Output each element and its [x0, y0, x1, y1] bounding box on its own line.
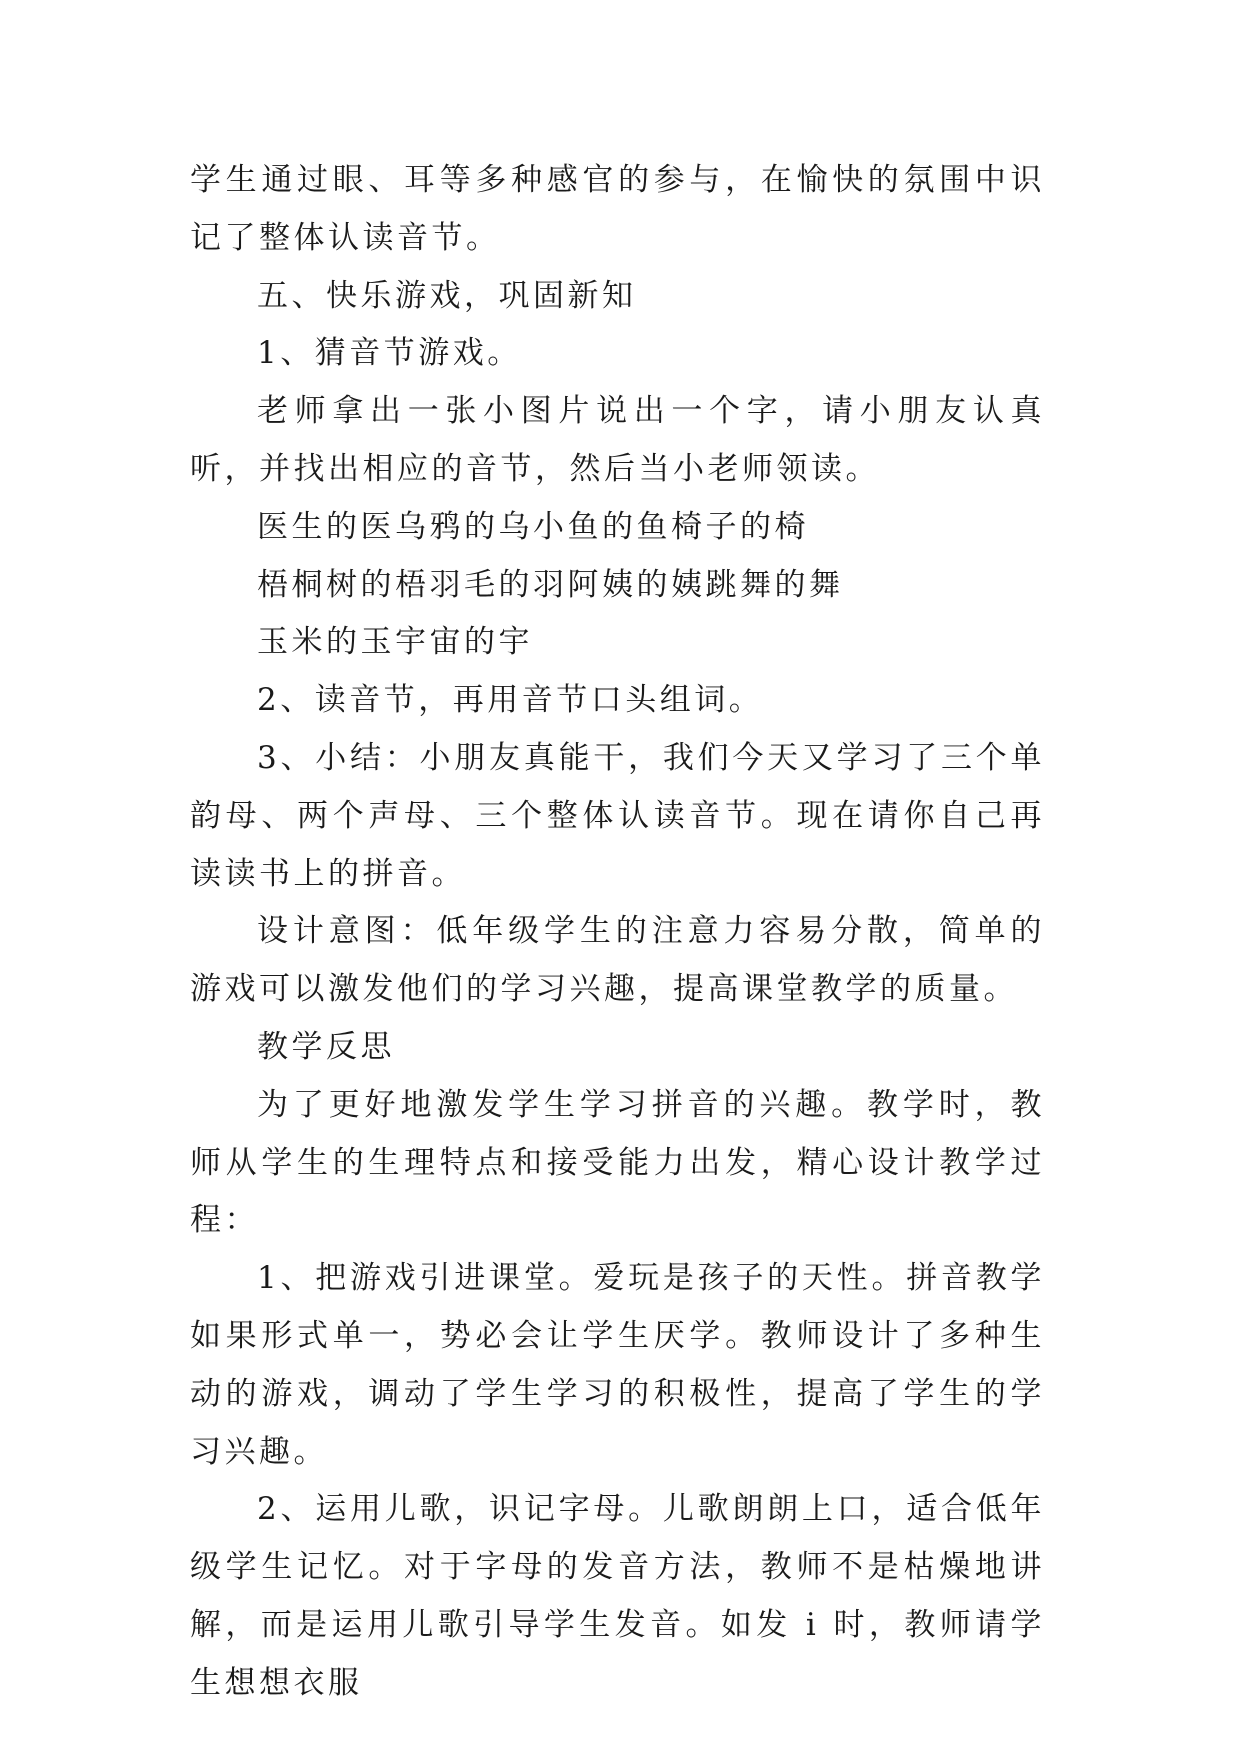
list-item-guess-syllable: 1、猜音节游戏。 — [257, 335, 522, 372]
paragraph-teacher-instruction: 老师拿出一张小图片说出一个字，请小朋友认真听，并找出相应的音节，然后当小老师领读。 — [190, 393, 1045, 487]
paragraph-continuation: 学生通过眼、耳等多种感官的参与，在愉快的氛围中识记了整体认读音节。 — [190, 162, 1045, 256]
section-heading-games: 五、快乐游戏，巩固新知 — [257, 277, 637, 314]
word-line-2: 梧桐树的梧羽毛的羽阿姨的姨跳舞的舞 — [257, 566, 844, 603]
word-line-1: 医生的医乌鸦的乌小鱼的鱼椅子的椅 — [257, 508, 809, 545]
list-item-games-in-class: 1、把游戏引进课堂。爱玩是孩子的天性。拼音教学如果形式单一，势必会让学生厌学。教师设计了多种生动的游戏，调动了学生学习的积极性，提高了学生的学习兴趣。 — [190, 1260, 1045, 1470]
list-item-nursery-rhymes: 2、运用儿歌，识记字母。儿歌朗朗上口，适合低年级学生记忆。对于字母的发音方法，教师不是枯燥地讲解，而是运用儿歌引导学生发音。如发 i 时，教师请学生想想衣服 — [190, 1491, 1045, 1701]
paragraph-design-intent: 设计意图：低年级学生的注意力容易分散，简单的游戏可以激发他们的学习兴趣，提高课堂教学的质量。 — [190, 913, 1045, 1008]
list-item-read-syllables: 2、读音节，再用音节口头组词。 — [257, 682, 764, 719]
list-item-summary: 3、小结：小朋友真能干，我们今天又学习了三个单韵母、两个声母、三个整体认读音节。现在请你自己再读读书上的拼音。 — [190, 739, 1045, 892]
word-line-3: 玉米的玉宇宙的宇 — [257, 624, 533, 661]
paragraph-reflection-intro: 为了更好地激发学生学习拼音的兴趣。教学时，教师从学生的生理特点和接受能力出发，精心设计教学过程： — [190, 1086, 1045, 1239]
section-heading-reflection: 教学反思 — [257, 1028, 395, 1065]
document-body — [190, 152, 1045, 1713]
